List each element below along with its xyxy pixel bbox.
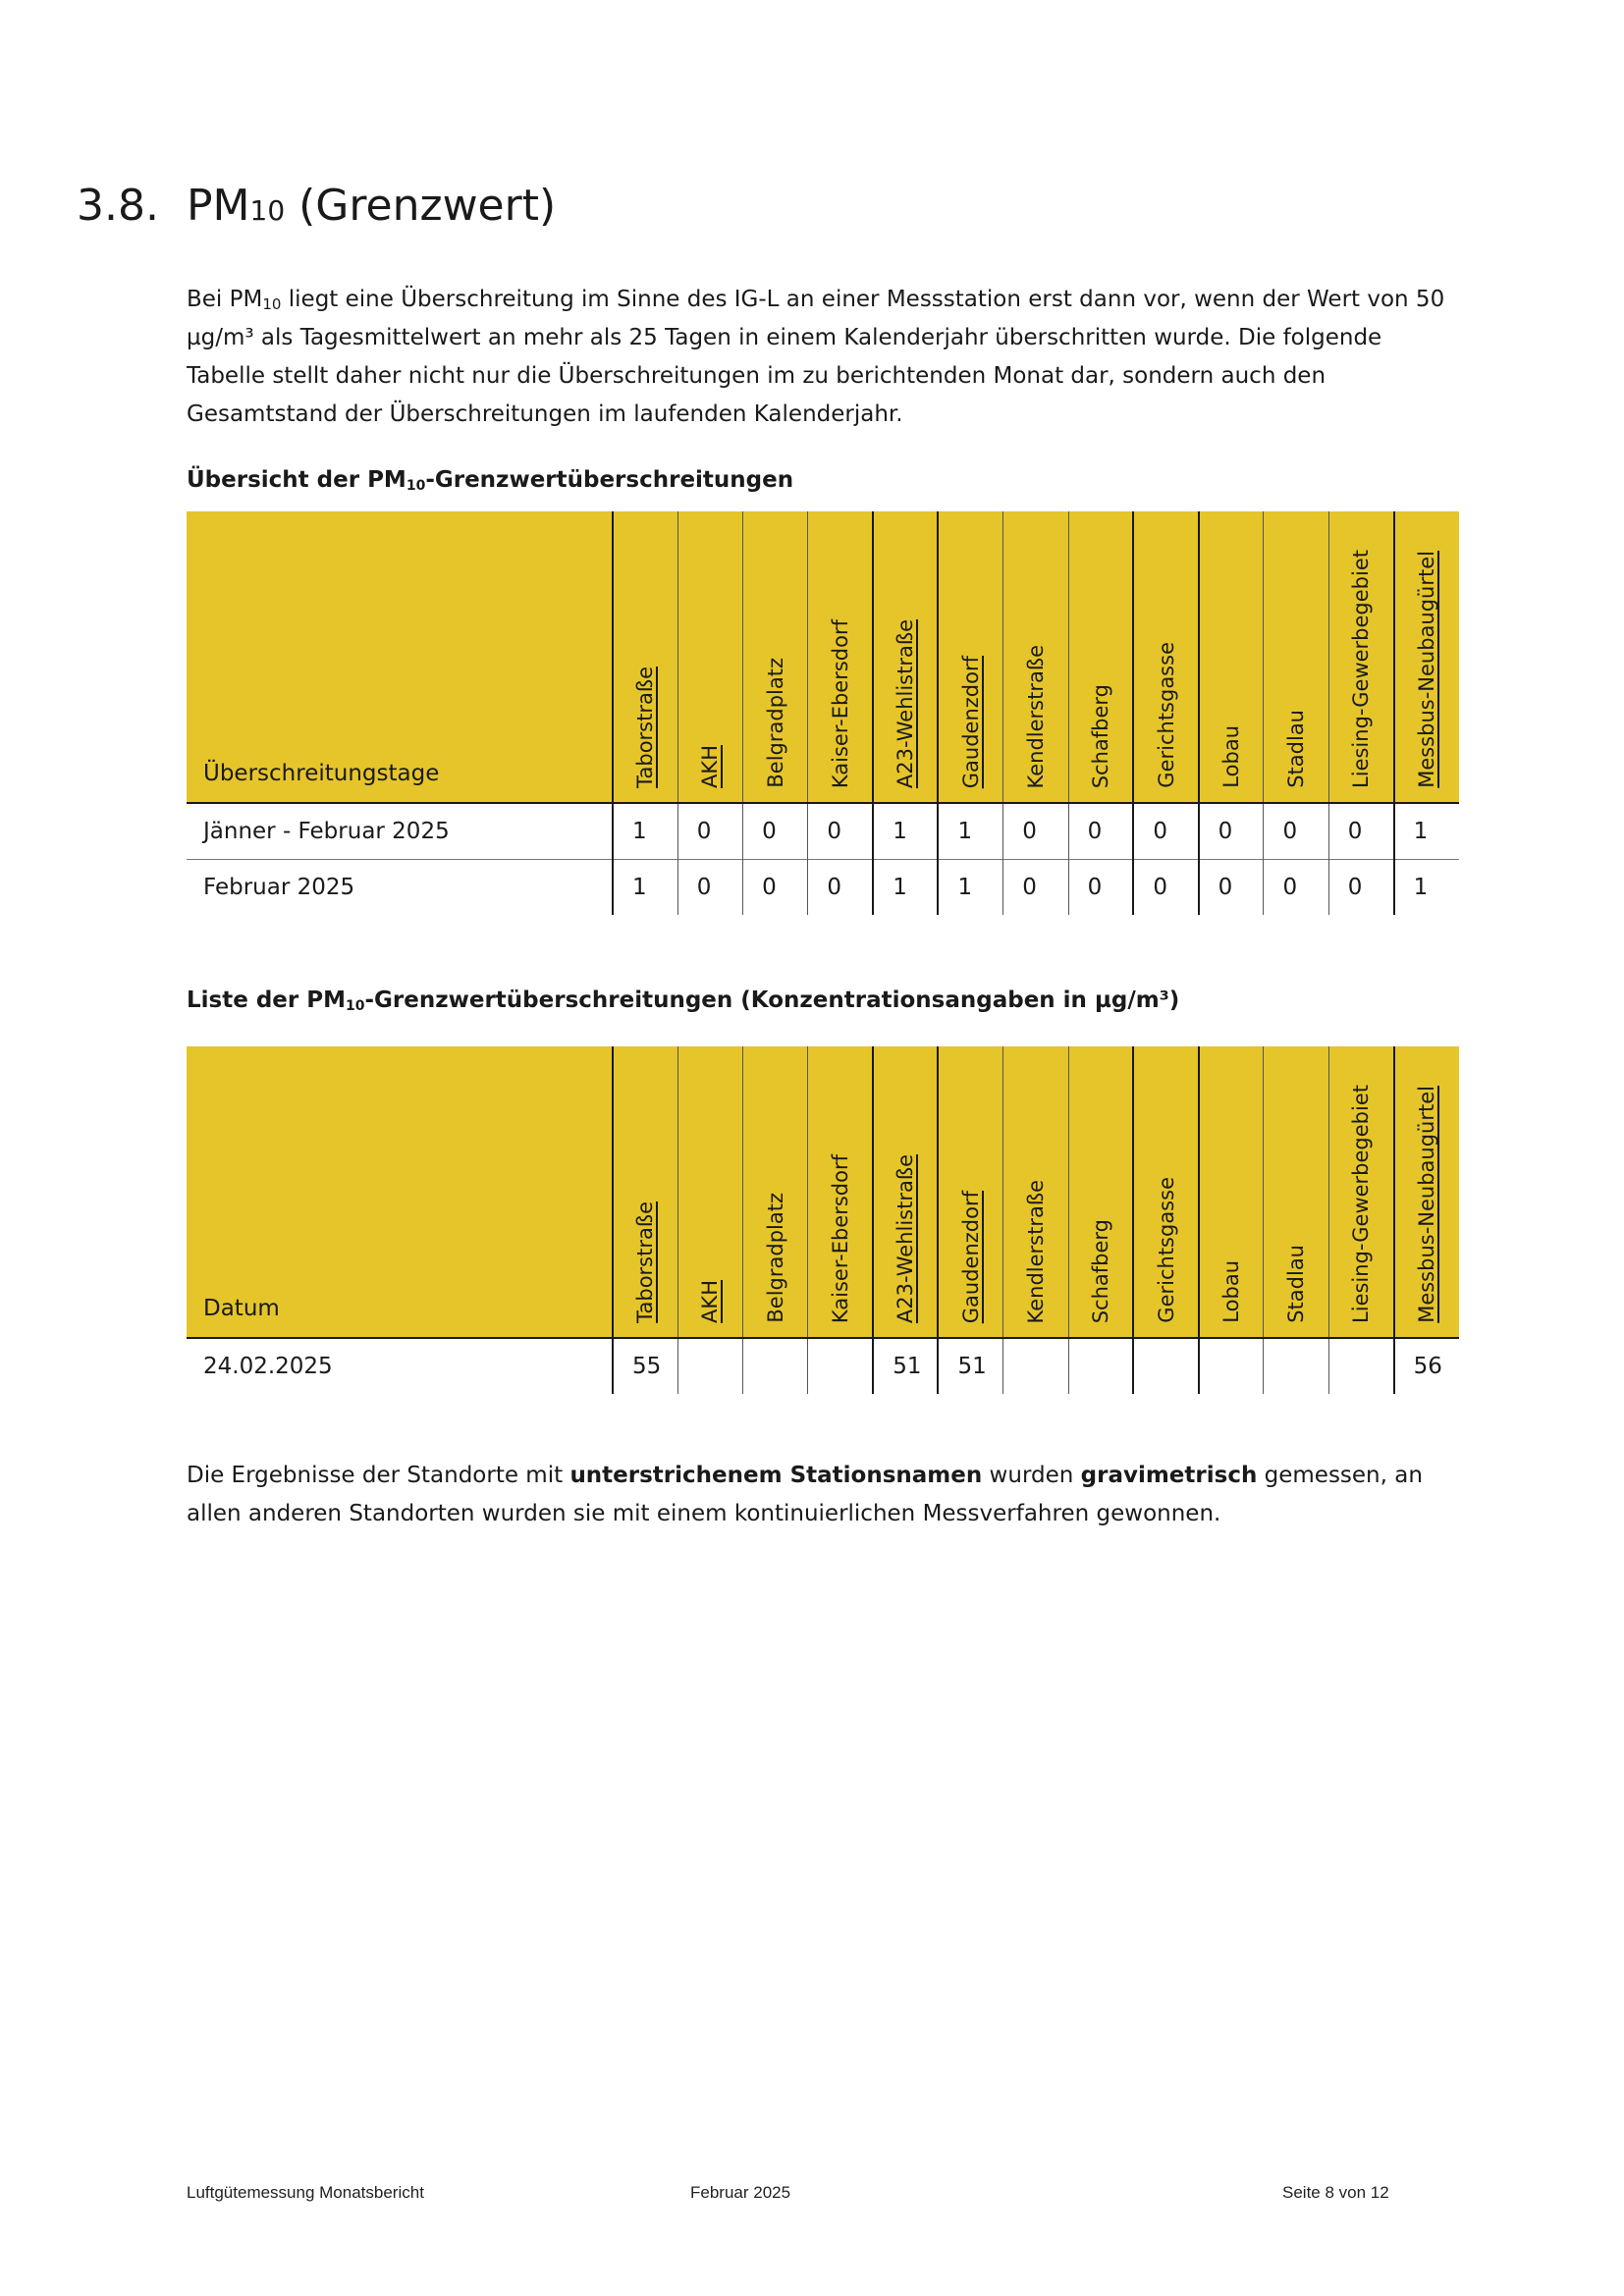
station-header <box>873 1046 938 1338</box>
table-cell: 0 <box>743 803 808 860</box>
table-cell: 0 <box>677 803 742 860</box>
station-name: Taborstraße <box>633 1201 658 1323</box>
overview-table-caption <box>187 465 793 495</box>
table-cell: 55 <box>613 1338 677 1394</box>
list-caption-subscript: 10 <box>346 998 365 1014</box>
table-cell <box>808 1338 873 1394</box>
table-cell <box>743 1338 808 1394</box>
overview-label-header: Überschreitungstage <box>187 511 613 803</box>
intro-text-start: Bei PM <box>187 287 263 312</box>
station-header <box>677 511 742 803</box>
station-name: Messbus-Neubaugürtel <box>1415 1086 1439 1323</box>
station-name: Kaiser-Ebersdorf <box>828 1153 852 1323</box>
overview-caption-start: Übersicht der PM <box>187 467 406 493</box>
station-name: AKH <box>698 1280 723 1323</box>
station-header <box>743 1046 808 1338</box>
intro-paragraph <box>187 281 1463 434</box>
station-name: Kendlerstraße <box>1023 1179 1048 1323</box>
table-row <box>187 803 1459 860</box>
table-cell: 0 <box>677 860 742 916</box>
section-title-main: PM <box>187 181 250 231</box>
section-title-subscript: 10 <box>249 194 286 227</box>
station-name: Gaudenzdorf <box>958 1190 983 1323</box>
station-header <box>1133 1046 1198 1338</box>
table-cell: 0 <box>1068 860 1133 916</box>
station-name: Belgradplatz <box>763 658 787 788</box>
table-cell: 0 <box>808 860 873 916</box>
table-cell: 0 <box>1328 860 1393 916</box>
table-cell: 1 <box>1394 860 1459 916</box>
station-name: A23-Wehlistraße <box>893 1153 918 1323</box>
table-cell <box>1328 1338 1393 1394</box>
station-header <box>1264 511 1328 803</box>
table-cell: 51 <box>873 1338 938 1394</box>
table-cell: 0 <box>1199 803 1264 860</box>
list-label-header: Datum <box>187 1046 613 1338</box>
station-header <box>1199 1046 1264 1338</box>
section-number: 3.8. <box>77 181 159 231</box>
footnote-paragraph <box>187 1457 1463 1533</box>
station-header <box>938 1046 1002 1338</box>
station-name: Stadlau <box>1284 1245 1309 1323</box>
station-header <box>677 1046 742 1338</box>
station-header <box>743 511 808 803</box>
list-caption-rest: -Grenzwertüberschreitungen (Konzentrationsangaben in µg/m³) <box>364 988 1180 1013</box>
table-cell <box>1133 1338 1198 1394</box>
table-cell: 0 <box>743 860 808 916</box>
section-title-rest: (Grenzwert) <box>285 181 557 231</box>
station-header <box>1328 511 1393 803</box>
station-header <box>1068 511 1133 803</box>
list-table <box>187 1046 1459 1394</box>
station-header <box>1264 1046 1328 1338</box>
row-label: Februar 2025 <box>187 860 613 916</box>
station-name: Liesing-Gewerbegebiet <box>1349 1085 1374 1323</box>
station-name: Messbus-Neubaugürtel <box>1415 551 1439 788</box>
intro-text-rest: liegt eine Überschreitung im Sinne des IG-L an einer Messstation erst dann vor, wenn der Wert von 50 µg/m³ als Tagesmittelwert an mehr als 25 Tagen in einem Kalenderjahr überschritten wurde. Die folgende Tabelle stellt daher nicht nur die Überschreitungen im zu berichtenden Monat dar, sondern auch den Gesamtstand der Überschreitungen im laufenden Kalenderjahr. <box>187 287 1445 427</box>
station-header <box>1199 511 1264 803</box>
table-cell: 0 <box>1003 860 1068 916</box>
station-header <box>808 511 873 803</box>
row-label: Jänner - Februar 2025 <box>187 803 613 860</box>
table-cell: 0 <box>1199 860 1264 916</box>
station-name: AKH <box>698 745 723 788</box>
table-cell: 0 <box>1068 803 1133 860</box>
table-cell: 1 <box>873 860 938 916</box>
table-cell <box>1003 1338 1068 1394</box>
station-name: Schafberg <box>1088 683 1112 788</box>
station-name: A23-Wehlistraße <box>893 618 918 788</box>
table-cell <box>1068 1338 1133 1394</box>
station-header <box>873 511 938 803</box>
table-cell: 51 <box>938 1338 1002 1394</box>
intro-subscript: 10 <box>262 295 282 313</box>
table-cell: 0 <box>1003 803 1068 860</box>
table-row <box>187 860 1459 916</box>
table-cell: 0 <box>1133 803 1198 860</box>
station-name: Kendlerstraße <box>1023 644 1048 788</box>
table-cell: 0 <box>1328 803 1393 860</box>
station-name: Gaudenzdorf <box>958 655 983 788</box>
note-text-2: wurden <box>982 1463 1081 1488</box>
station-header <box>1394 511 1459 803</box>
station-name: Liesing-Gewerbegebiet <box>1349 550 1374 788</box>
station-header <box>1328 1046 1393 1338</box>
station-name: Belgradplatz <box>763 1193 787 1323</box>
overview-caption-subscript: 10 <box>406 478 426 494</box>
table-cell: 0 <box>1264 803 1328 860</box>
station-name: Schafberg <box>1088 1218 1112 1323</box>
station-name: Stadlau <box>1284 710 1309 788</box>
station-name: Gerichtsgasse <box>1154 642 1178 788</box>
overview-table <box>187 511 1459 915</box>
station-header <box>808 1046 873 1338</box>
table-cell: 0 <box>1133 860 1198 916</box>
overview-caption-rest: -Grenzwertüberschreitungen <box>425 467 794 493</box>
table-cell <box>1264 1338 1328 1394</box>
table-cell: 0 <box>1264 860 1328 916</box>
note-bold-2: gravimetrisch <box>1080 1463 1258 1488</box>
station-name: Gerichtsgasse <box>1154 1177 1178 1323</box>
station-header <box>938 511 1002 803</box>
list-table-caption <box>187 986 1179 1015</box>
station-header <box>1003 1046 1068 1338</box>
station-name: Taborstraße <box>633 667 658 788</box>
table-cell: 1 <box>938 860 1002 916</box>
table-cell: 56 <box>1394 1338 1459 1394</box>
table-cell: 1 <box>873 803 938 860</box>
row-label: 24.02.2025 <box>187 1338 613 1394</box>
footer-page-number: Seite 8 von 12 <box>1282 2183 1389 2202</box>
station-header <box>1133 511 1198 803</box>
station-header <box>1394 1046 1459 1338</box>
station-header <box>1068 1046 1133 1338</box>
station-header <box>613 1046 677 1338</box>
table-cell: 0 <box>808 803 873 860</box>
note-text-3: gemessen, an allen anderen Standorten wurden sie mit einem kontinuierlichen Messverfahren gewonnen. <box>187 1463 1423 1526</box>
note-text-1: Die Ergebnisse der Standorte mit <box>187 1463 570 1488</box>
list-caption-start: Liste der PM <box>187 988 346 1013</box>
section-heading <box>77 177 556 240</box>
station-header <box>1003 511 1068 803</box>
station-header <box>613 511 677 803</box>
footer-title: Luftgütemessung Monatsbericht <box>187 2183 424 2202</box>
note-bold-1: unterstrichenem Stationsnamen <box>569 1463 983 1488</box>
table-cell: 1 <box>938 803 1002 860</box>
table-cell: 1 <box>613 860 677 916</box>
table-row <box>187 1338 1459 1394</box>
table-cell <box>677 1338 742 1394</box>
station-name: Lobau <box>1219 1260 1244 1323</box>
footer-date: Februar 2025 <box>690 2183 791 2202</box>
station-name: Kaiser-Ebersdorf <box>828 618 852 788</box>
table-cell: 1 <box>613 803 677 860</box>
table-cell: 1 <box>1394 803 1459 860</box>
table-cell <box>1199 1338 1264 1394</box>
station-name: Lobau <box>1219 725 1244 788</box>
